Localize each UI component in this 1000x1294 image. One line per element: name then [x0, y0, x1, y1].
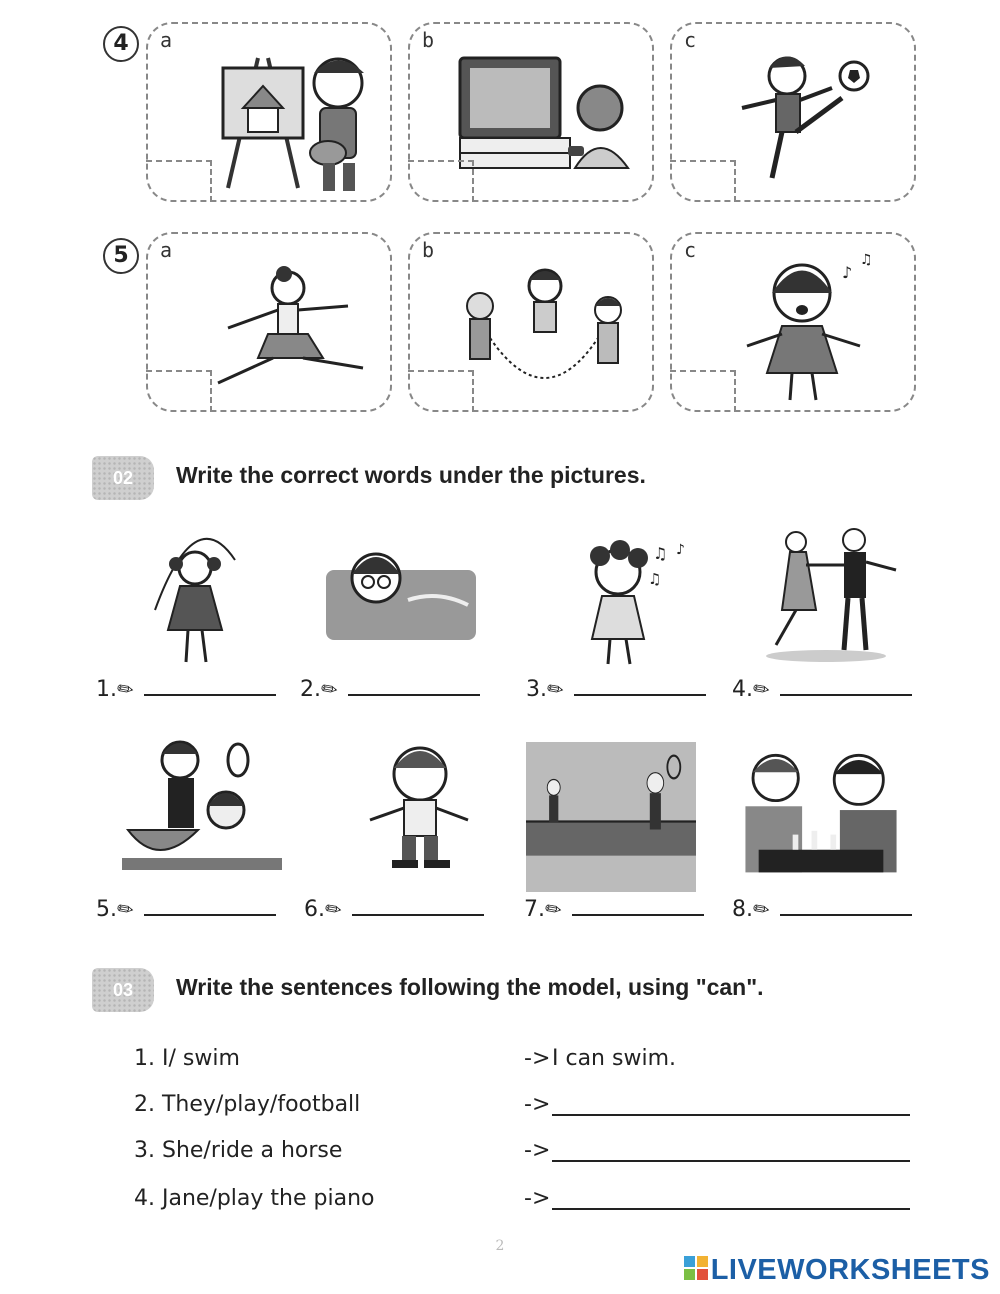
option-letter: b	[422, 28, 435, 52]
option-box-5c[interactable]	[670, 232, 916, 412]
pencil-icon: ✏	[751, 895, 772, 923]
cooking-illustration	[118, 730, 288, 880]
roller-skating-boy-illustration	[340, 738, 510, 888]
answer-label: 3.	[526, 677, 547, 702]
section-title: Write the correct words under the pictures.	[176, 462, 646, 488]
answer-box[interactable]	[670, 160, 736, 202]
singing-girl-illustration	[548, 524, 718, 674]
pencil-icon: ✏	[323, 895, 344, 923]
answer-box[interactable]	[146, 160, 212, 202]
answer-line-3[interactable]	[552, 1160, 910, 1162]
answer-line[interactable]	[144, 896, 276, 916]
pencil-icon: ✏	[545, 675, 566, 703]
option-letter: a	[160, 238, 173, 262]
pencil-icon: ✏	[543, 895, 564, 923]
answer-label: 8.	[732, 897, 753, 922]
skipping-rope-girl-illustration	[110, 520, 280, 670]
brand-name: LIVEWORKSHEETS	[710, 1254, 990, 1286]
answer-line[interactable]	[780, 896, 912, 916]
arrow-1: ->	[524, 1046, 551, 1071]
section-badge: 02	[92, 456, 154, 500]
answer-label: 6.	[304, 897, 325, 922]
pencil-icon: ✏	[319, 675, 340, 703]
option-box-5b[interactable]	[408, 232, 654, 412]
option-box-4c[interactable]	[670, 22, 916, 202]
svg-text:♫: ♫	[653, 544, 668, 563]
question-number-4: 4	[103, 26, 139, 62]
prompt-4: 4. Jane/play the piano	[134, 1186, 375, 1211]
answer-label: 5.	[96, 897, 117, 922]
arrow-3: ->	[524, 1138, 551, 1163]
option-letter: b	[422, 238, 435, 262]
answer-line[interactable]	[144, 676, 276, 696]
answer-4[interactable]	[732, 676, 912, 702]
answer-5[interactable]	[96, 896, 276, 922]
answer-box[interactable]	[146, 370, 212, 412]
answer-label: 2.	[300, 677, 321, 702]
answer-1[interactable]	[96, 676, 276, 702]
answer-6[interactable]	[304, 896, 484, 922]
svg-text:♫: ♫	[860, 252, 873, 268]
option-box-5a[interactable]	[146, 232, 392, 412]
answer-label: 7.	[524, 897, 545, 922]
section-badge: 03	[92, 968, 154, 1012]
prompt-2: 2. They/play/football	[134, 1092, 361, 1117]
answer-8[interactable]	[732, 896, 912, 922]
skipping-children-illustration	[450, 248, 640, 408]
section-title: Write the sentences following the model, using "can".	[176, 974, 764, 1000]
pencil-icon: ✏	[115, 675, 136, 703]
option-letter: c	[684, 238, 697, 262]
svg-text:♪: ♪	[842, 263, 853, 282]
pencil-icon: ✏	[751, 675, 772, 703]
singing-girl-illustration	[712, 248, 902, 408]
dancing-couple-illustration	[756, 520, 926, 670]
arrow-4: ->	[524, 1186, 551, 1211]
option-letter: a	[160, 28, 173, 52]
model-answer: I can swim.	[552, 1046, 676, 1071]
painting-boy-illustration	[188, 38, 378, 198]
pencil-icon: ✏	[115, 895, 136, 923]
option-box-4b[interactable]	[408, 22, 654, 202]
liveworksheets-logo-icon	[684, 1256, 708, 1280]
page-number: 2	[495, 1238, 505, 1254]
svg-text:♫: ♫	[648, 570, 662, 588]
prompt-1: 1. I/ swim	[134, 1046, 240, 1071]
answer-7[interactable]	[524, 896, 704, 922]
option-box-4a[interactable]	[146, 22, 392, 202]
brand-logo[interactable]	[684, 1254, 990, 1287]
swimming-boy-illustration	[318, 530, 488, 680]
question-number-5: 5	[103, 238, 139, 274]
chess-illustration	[736, 736, 906, 886]
answer-box[interactable]	[408, 370, 474, 412]
answer-line-2[interactable]	[552, 1114, 910, 1116]
answer-line-4[interactable]	[552, 1208, 910, 1210]
answer-2[interactable]	[300, 676, 480, 702]
answer-box[interactable]	[408, 160, 474, 202]
option-letter: c	[684, 28, 697, 52]
dancing-girl-illustration	[188, 248, 378, 408]
arrow-2: ->	[524, 1092, 551, 1117]
answer-box[interactable]	[670, 370, 736, 412]
answer-line[interactable]	[780, 676, 912, 696]
video-game-boy-illustration	[450, 38, 640, 198]
tennis-illustration	[526, 742, 696, 892]
answer-label: 4.	[732, 677, 753, 702]
answer-line[interactable]	[572, 896, 704, 916]
svg-text:♪: ♪	[676, 542, 685, 558]
answer-3[interactable]	[526, 676, 706, 702]
answer-line[interactable]	[574, 676, 706, 696]
answer-line[interactable]	[348, 676, 480, 696]
answer-line[interactable]	[352, 896, 484, 916]
answer-label: 1.	[96, 677, 117, 702]
football-boy-illustration	[712, 38, 902, 198]
prompt-3: 3. She/ride a horse	[134, 1138, 343, 1163]
